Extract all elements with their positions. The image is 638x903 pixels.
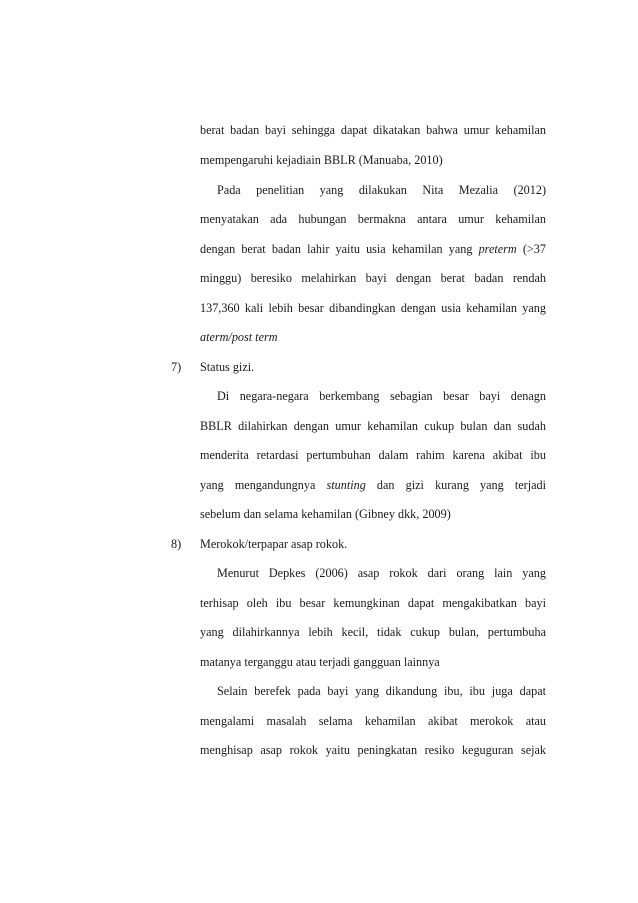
text-run: yang mengandungnya: [200, 478, 327, 492]
paragraph-line: menyatakan ada hubungan bermakna antara umur kehamilan: [200, 212, 546, 226]
list-title: Status gizi.: [200, 360, 255, 374]
paragraph-line: 137,360 kali lebih besar dibandingkan dengan usia kehamilan yang: [200, 301, 546, 315]
paragraph-line: [200, 329, 546, 345]
list-item-heading: [171, 536, 347, 552]
paragraph-line: yang dilahirkannya lebih kecil, tidak cukup bulan, pertumbuha: [200, 625, 546, 639]
paragraph-line: terhisap oleh ibu besar kemungkinan dapat mengakibatkan bayi: [200, 596, 546, 610]
paragraph-line: minggu) beresiko melahirkan bayi dengan berat badan rendah: [200, 271, 546, 285]
paragraph-line: BBLR dilahirkan dengan umur kehamilan cukup bulan dan sudah: [200, 419, 546, 433]
paragraph-line: Di negara-negara berkembang sebagian besar bayi denagn: [217, 389, 546, 403]
italic-term: aterm/post term: [200, 330, 278, 344]
paragraph-line: [200, 241, 546, 257]
paragraph-line: Menurut Depkes (2006) asap rokok dari orang lain yang: [217, 566, 546, 580]
italic-term: preterm: [478, 242, 517, 256]
list-number: 8): [171, 537, 182, 551]
paragraph-line: sebelum dan selama kehamilan (Gibney dkk, 2009): [200, 507, 451, 521]
text-run: dengan berat badan lahir yaitu usia kehamilan yang: [200, 242, 479, 256]
italic-term: stunting: [326, 478, 366, 492]
paragraph-line: matanya terganggu atau terjadi gangguan lainnya: [200, 655, 440, 669]
list-item-heading: [171, 359, 254, 375]
paragraph-line: berat badan bayi sehingga dapat dikatakan bahwa umur kehamilan: [200, 123, 546, 137]
paragraph-line: [200, 477, 546, 493]
paragraph-line: mempengaruhi kejadiain BBLR (Manuaba, 2010): [200, 153, 443, 167]
paragraph-line: Pada penelitian yang dilakukan Nita Mezalia (2012): [217, 183, 546, 197]
list-title: Merokok/terpapar asap rokok.: [200, 537, 348, 551]
text-run: dan gizi kurang yang terjadi: [365, 478, 546, 492]
paragraph-line: menghisap asap rokok yaitu peningkatan resiko keguguran sejak: [200, 743, 546, 757]
paragraph-line: mengalami masalah selama kehamilan akibat merokok atau: [200, 714, 546, 728]
text-run: (>37: [516, 242, 546, 256]
paragraph-line: menderita retardasi pertumbuhan dalam rahim karena akibat ibu: [200, 448, 546, 462]
list-number: 7): [171, 360, 182, 374]
paragraph-line: Selain berefek pada bayi yang dikandung ibu, ibu juga dapat: [217, 684, 546, 698]
